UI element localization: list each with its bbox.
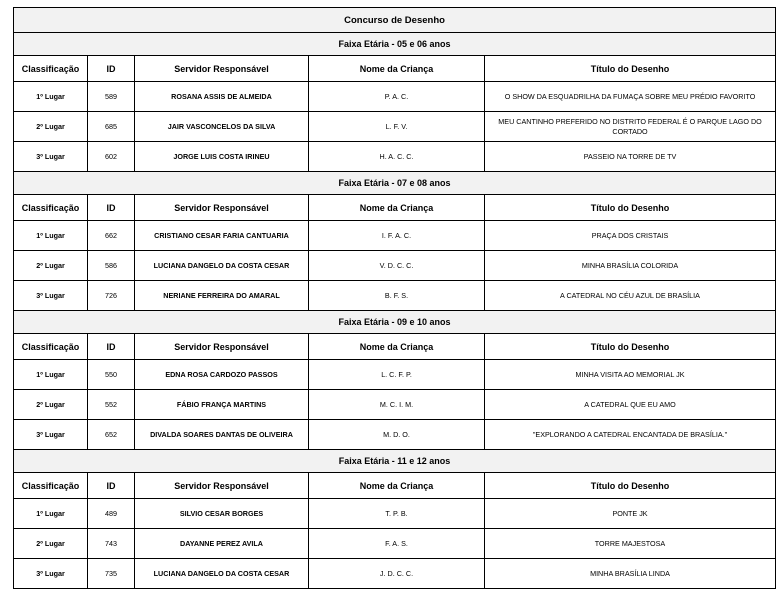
- age-group-label: Faixa Etária - 09 e 10 anos: [14, 311, 776, 334]
- id-cell: 652: [88, 420, 135, 450]
- table-row: [14, 559, 776, 589]
- age-group-label: Faixa Etária - 11 e 12 anos: [14, 450, 776, 473]
- column-header-child: Nome da Criança: [309, 56, 485, 82]
- drawing-title-cell: MEU CANTINHO PREFERIDO NO DISTRITO FEDERAL É O PARQUE LAGO DO CORTADO: [485, 112, 776, 142]
- column-header-row: [14, 195, 776, 221]
- server-name-cell: JORGE LUIS COSTA IRINEU: [135, 142, 309, 172]
- table-row: [14, 82, 776, 112]
- column-header-server: Servidor Responsável: [135, 195, 309, 221]
- server-name-cell: LUCIANA DANGELO DA COSTA CESAR: [135, 251, 309, 281]
- table-row: [14, 390, 776, 420]
- table-row: [14, 499, 776, 529]
- column-header-id: ID: [88, 195, 135, 221]
- place-cell: 1º Lugar: [14, 360, 88, 390]
- column-header-drawing-title: Título do Desenho: [485, 56, 776, 82]
- child-initials-cell: M. D. O.: [309, 420, 485, 450]
- child-initials-cell: V. D. C. C.: [309, 251, 485, 281]
- drawing-title-cell: PASSEIO NA TORRE DE TV: [485, 142, 776, 172]
- column-header-row: [14, 473, 776, 499]
- drawing-title-cell: MINHA BRASÍLIA LINDA: [485, 559, 776, 589]
- column-header-drawing-title: Título do Desenho: [485, 334, 776, 360]
- drawing-title-cell: PONTE JK: [485, 499, 776, 529]
- table-row: [14, 420, 776, 450]
- place-cell: 2º Lugar: [14, 529, 88, 559]
- id-cell: 552: [88, 390, 135, 420]
- age-group-row: [14, 450, 776, 473]
- id-cell: 586: [88, 251, 135, 281]
- table-row: [14, 251, 776, 281]
- age-group-row: [14, 311, 776, 334]
- column-header-drawing-title: Título do Desenho: [485, 195, 776, 221]
- age-group-row: [14, 172, 776, 195]
- child-initials-cell: L. C. F. P.: [309, 360, 485, 390]
- server-name-cell: ROSANA ASSIS DE ALMEIDA: [135, 82, 309, 112]
- server-name-cell: DAYANNE PEREZ AVILA: [135, 529, 309, 559]
- drawing-title-cell: MINHA BRASÍLIA COLORIDA: [485, 251, 776, 281]
- drawing-title-cell: A CATEDRAL QUE EU AMO: [485, 390, 776, 420]
- child-initials-cell: B. F. S.: [309, 281, 485, 311]
- age-group-label: Faixa Etária - 05 e 06 anos: [14, 33, 776, 56]
- server-name-cell: SILVIO CESAR BORGES: [135, 499, 309, 529]
- server-name-cell: DIVALDA SOARES DANTAS DE OLIVEIRA: [135, 420, 309, 450]
- place-cell: 2º Lugar: [14, 112, 88, 142]
- child-initials-cell: F. A. S.: [309, 529, 485, 559]
- column-header-row: [14, 334, 776, 360]
- table-title-row: [14, 8, 776, 33]
- server-name-cell: EDNA ROSA CARDOZO PASSOS: [135, 360, 309, 390]
- table-row: [14, 112, 776, 142]
- table-row: [14, 360, 776, 390]
- column-header-classification: Classificação: [14, 473, 88, 499]
- drawing-title-cell: MINHA VISITA AO MEMORIAL JK: [485, 360, 776, 390]
- column-header-server: Servidor Responsável: [135, 56, 309, 82]
- column-header-classification: Classificação: [14, 334, 88, 360]
- column-header-classification: Classificação: [14, 56, 88, 82]
- child-initials-cell: P. A. C.: [309, 82, 485, 112]
- column-header-id: ID: [88, 473, 135, 499]
- server-name-cell: FÁBIO FRANÇA MARTINS: [135, 390, 309, 420]
- column-header-id: ID: [88, 56, 135, 82]
- drawing-title-cell: PRAÇA DOS CRISTAIS: [485, 221, 776, 251]
- child-initials-cell: L. F. V.: [309, 112, 485, 142]
- age-group-label: Faixa Etária - 07 e 08 anos: [14, 172, 776, 195]
- id-cell: 743: [88, 529, 135, 559]
- column-header-id: ID: [88, 334, 135, 360]
- table-row: [14, 281, 776, 311]
- place-cell: 1º Lugar: [14, 221, 88, 251]
- column-header-classification: Classificação: [14, 195, 88, 221]
- table-row: [14, 221, 776, 251]
- id-cell: 735: [88, 559, 135, 589]
- drawing-title-cell: O SHOW DA ESQUADRILHA DA FUMAÇA SOBRE MEU PRÉDIO FAVORITO: [485, 82, 776, 112]
- contest-results-table: [13, 7, 776, 589]
- child-initials-cell: J. D. C. C.: [309, 559, 485, 589]
- place-cell: 2º Lugar: [14, 390, 88, 420]
- column-header-row: [14, 56, 776, 82]
- child-initials-cell: M. C. I. M.: [309, 390, 485, 420]
- column-header-child: Nome da Criança: [309, 473, 485, 499]
- place-cell: 3º Lugar: [14, 559, 88, 589]
- table-row: [14, 529, 776, 559]
- drawing-title-cell: A CATEDRAL NO CÉU AZUL DE BRASÍLIA: [485, 281, 776, 311]
- place-cell: 3º Lugar: [14, 281, 88, 311]
- id-cell: 602: [88, 142, 135, 172]
- table-row: [14, 142, 776, 172]
- id-cell: 589: [88, 82, 135, 112]
- column-header-server: Servidor Responsável: [135, 473, 309, 499]
- column-header-drawing-title: Título do Desenho: [485, 473, 776, 499]
- place-cell: 3º Lugar: [14, 142, 88, 172]
- age-group-row: [14, 33, 776, 56]
- drawing-title-cell: TORRE MAJESTOSA: [485, 529, 776, 559]
- place-cell: 2º Lugar: [14, 251, 88, 281]
- place-cell: 1º Lugar: [14, 499, 88, 529]
- id-cell: 726: [88, 281, 135, 311]
- id-cell: 685: [88, 112, 135, 142]
- id-cell: 550: [88, 360, 135, 390]
- server-name-cell: NERIANE FERREIRA DO AMARAL: [135, 281, 309, 311]
- child-initials-cell: T. P. B.: [309, 499, 485, 529]
- id-cell: 662: [88, 221, 135, 251]
- child-initials-cell: I. F. A. C.: [309, 221, 485, 251]
- id-cell: 489: [88, 499, 135, 529]
- server-name-cell: JAIR VASCONCELOS DA SILVA: [135, 112, 309, 142]
- server-name-cell: LUCIANA DANGELO DA COSTA CESAR: [135, 559, 309, 589]
- table-title: Concurso de Desenho: [14, 8, 776, 33]
- child-initials-cell: H. A. C. C.: [309, 142, 485, 172]
- drawing-title-cell: "EXPLORANDO A CATEDRAL ENCANTADA DE BRASÍLIA.": [485, 420, 776, 450]
- column-header-server: Servidor Responsável: [135, 334, 309, 360]
- place-cell: 1º Lugar: [14, 82, 88, 112]
- server-name-cell: CRISTIANO CESAR FARIA CANTUARIA: [135, 221, 309, 251]
- place-cell: 3º Lugar: [14, 420, 88, 450]
- column-header-child: Nome da Criança: [309, 195, 485, 221]
- column-header-child: Nome da Criança: [309, 334, 485, 360]
